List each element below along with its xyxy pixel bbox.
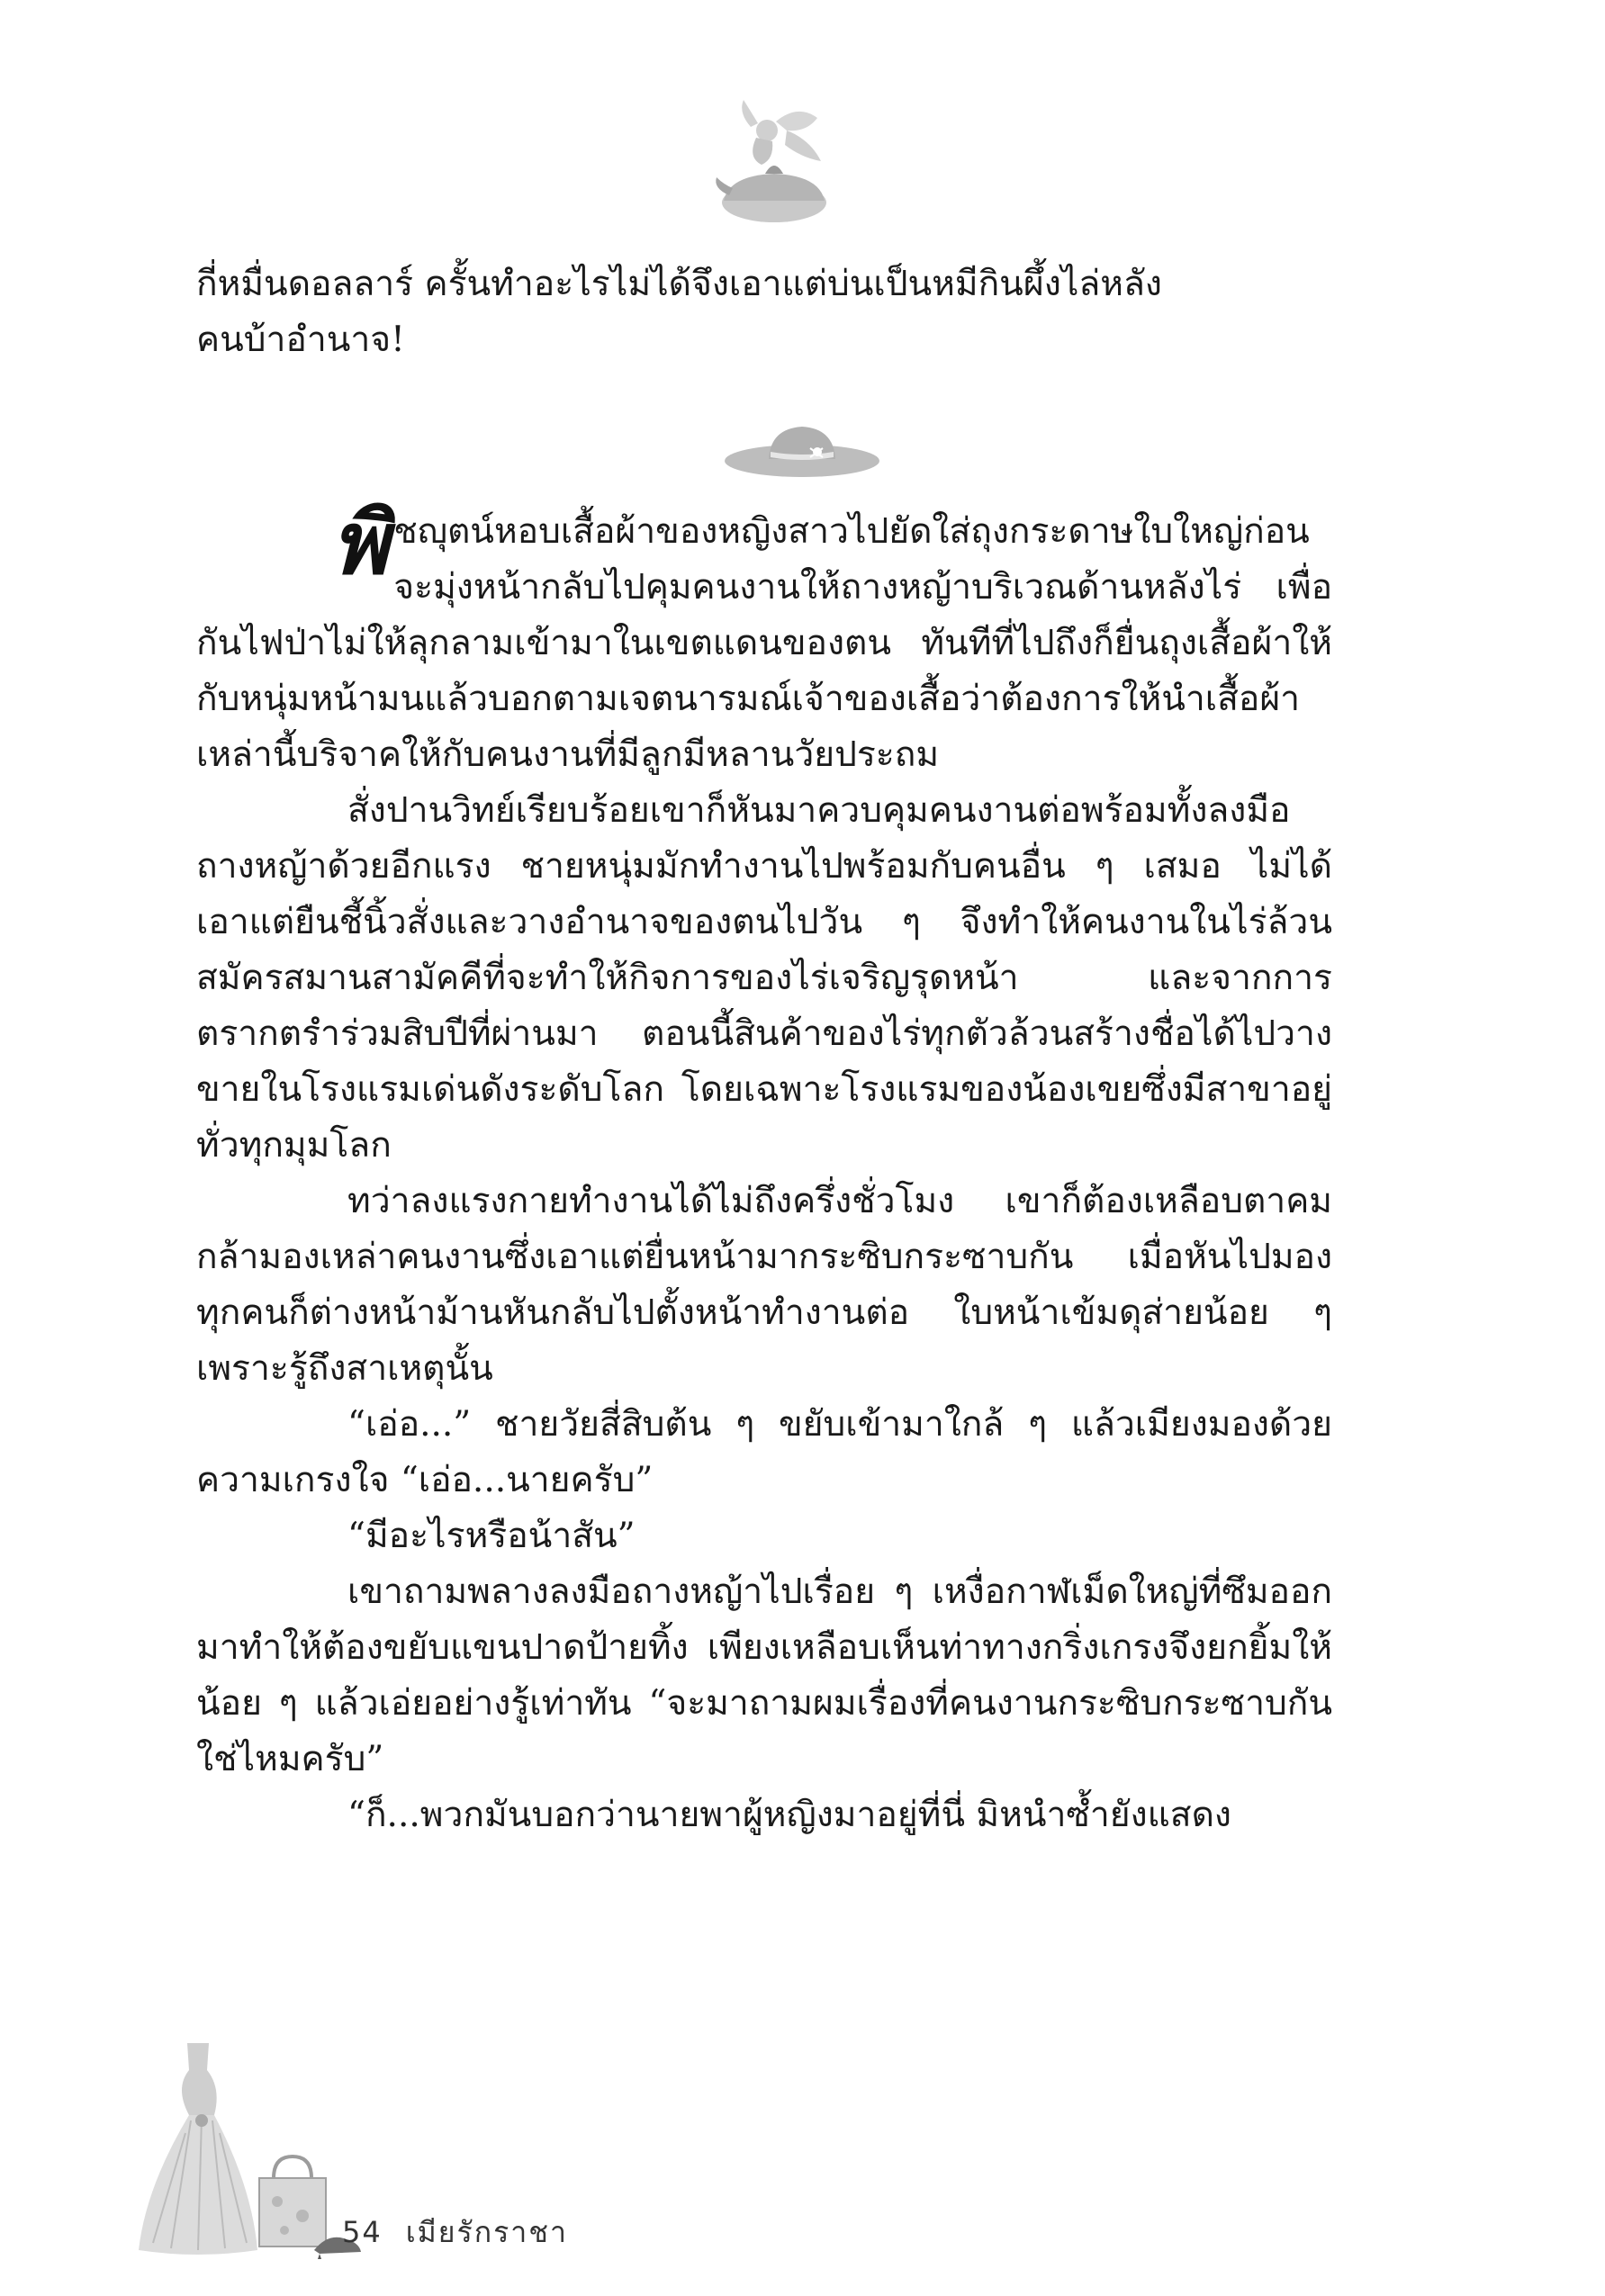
- opening-lines: [196, 257, 1332, 368]
- dress-icon: [135, 2034, 261, 2259]
- paragraph-1: [196, 492, 1332, 783]
- paragraph-5: “มีอะไรหรือน้าสัน”: [347, 1516, 636, 1556]
- page-footer: [135, 2034, 765, 2268]
- opening-line-1: กี่หมื่นดอลลาร์ ครั้นทำอะไรไม่ได้จึงเอาแต่บ่นเป็นหมีกินผึ้งไล่หลัง: [196, 264, 1162, 304]
- teapot-cherub-ornament: [711, 95, 837, 230]
- paragraph-2: สั่งปานวิทย์เรียบร้อยเขาก็หันมาควบคุมคนงานต่อพร้อมทั้งลงมือถางหญ้าด้วยอีกแรง ชายหนุ่มมักทำงานไปพร้อมกับคนอื่น ๆ เสมอ ไม่ได้เอาแต่ยืนชี้นิ้วสั่งและวางอำนาจของตนไปวัน ๆ จึงทำให้คนงานในไร่ล้วนสมัครสมานสามัคคีที่จะทำให้กิจการของไร่เจริญรุดหน้า และจากการตรากตรำร่วมสิบปีที่ผ่านมา ตอนนี้สินค้าของไร่ทุกตัวล้วนสร้างชื่อได้ไปวางขายในโรงแรมเด่นดังระดับโลก โดยเฉพาะโรงแรมของน้องเขยซึ่งมีสาขาอยู่ทั่วทุกมุมโลก: [196, 790, 1332, 1166]
- paragraph-7: “ก็...พวกมันบอกว่านายพาผู้หญิงมาอยู่ที่นี่ มิหนำซ้ำยังแสดง: [347, 1795, 1231, 1835]
- paragraph-4: “เอ่อ...” ชายวัยสี่สิบต้น ๆ ขยับเข้ามาใกล้ ๆ แล้วเมียงมองด้วยความเกรงใจ “เอ่อ...นายครับ”: [196, 1404, 1332, 1500]
- page-number: 54: [342, 2215, 383, 2249]
- paragraph-3: ทว่าลงแรงกายทำงานได้ไม่ถึงครึ่งชั่วโมง เขาก็ต้องเหลือบตาคมกล้ามองเหล่าคนงานซึ่งเอาแต่ยื่นหน้ามากระซิบกระซาบกัน เมื่อหันไปมองทุกคนก็ต่างหน้าม้านหันกลับไปตั้งหน้าทำงานต่อ ใบหน้าเข้มดุส่ายน้อย ๆ เพราะรู้ถึงสาเหตุนั้น: [196, 1181, 1332, 1389]
- book-title: เมียรักราชา: [405, 2215, 568, 2249]
- sun-hat-icon: [722, 421, 882, 479]
- chapter-body: [196, 492, 1332, 1843]
- opening-line-2: คนบ้าอำนาจ!: [196, 320, 405, 360]
- dropcap-letter: พิ: [331, 492, 389, 594]
- page-footer-text: [342, 2210, 591, 2255]
- paragraph-6: เขาถามพลางลงมือถางหญ้าไปเรื่อย ๆ เหงื่อกาฬเม็ดใหญ่ที่ซึมออกมาทำให้ต้องขยับแขนปาดป้ายทิ้ง เพียงเหลือบเห็นท่าทางกริ่งเกรงจึงยกยิ้มให้น้อย ๆ แล้วเอ่ยอย่างรู้เท่าทัน “จะมาถามผมเรื่องที่คนงานกระซิบกระซาบกันใช่ไหมครับ”: [196, 1571, 1332, 1779]
- paragraph-1-text: ชญุตน์หอบเสื้อผ้าของหญิงสาวไปยัดใส่ถุงกระดาษใบใหญ่ก่อนจะมุ่งหน้ากลับไปคุมคนงานให้ถางหญ้าบริเวณด้านหลังไร่ เพื่อกันไฟป่าไม่ให้ลุกลามเข้ามาในเขตแดนของตน ทันทีที่ไปถึงก็ยื่นถุงเสื้อผ้าให้กับหนุ่มหน้ามนแล้วบอกตามเจตนารมณ์เจ้าของเสื้อว่าต้องการให้นำเสื้อผ้าเหล่านี้บริจาคให้กับคนงานที่มีลูกมีหลานวัยประถม: [196, 511, 1332, 775]
